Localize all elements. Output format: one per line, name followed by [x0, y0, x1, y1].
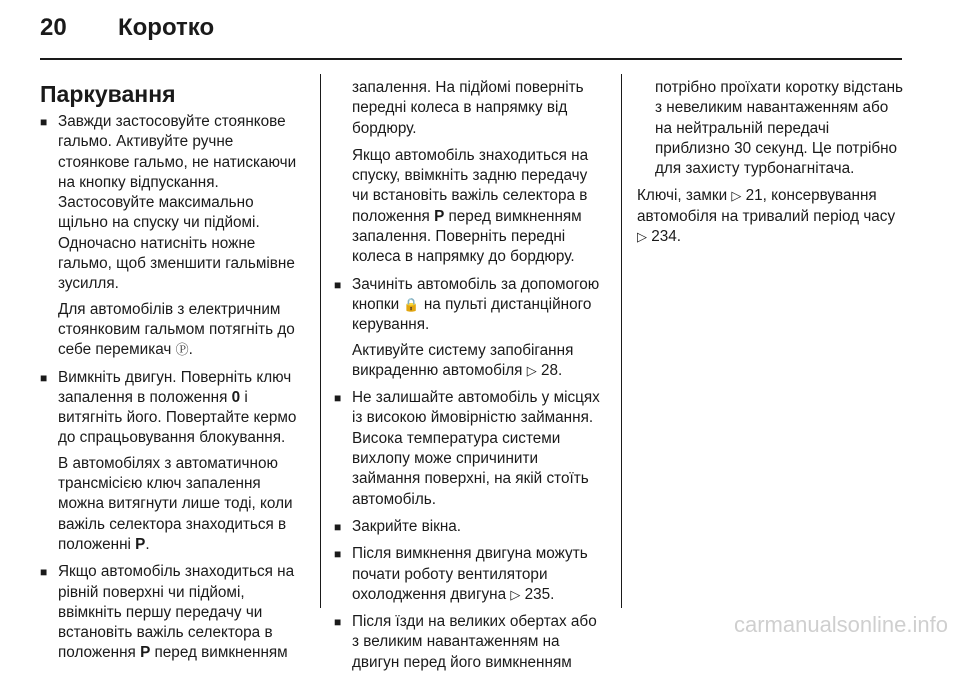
bullet-fire-risk: ■ Не залишайте автомобіль у місцях із високою ймовірністю займання. Висока температура системи вихлопу може спричинити займання поверхні, на якій стоїть автомобіль. — [334, 388, 606, 510]
arrow-icon: ▷ — [510, 586, 521, 602]
bullet-subparagraph: Для автомобілів з електричним стоянковим гальмом потягніть до себе перемикач Ⓟ. — [58, 300, 295, 359]
bullet-subparagraph: Активуйте систему запобігання викраденню автомобіля ▷ 28. — [352, 341, 574, 379]
column-1 — [40, 80, 306, 671]
bullet-high-revs: ■ Після їзди на великих обертах або з великим навантаженням на двигун перед його вимкненням — [334, 612, 606, 673]
column-3 — [637, 78, 905, 254]
bullet-lock-vehicle: ■ Зачиніть автомобіль за допомогою кнопки 🔒 на пульті дистанційного керування. Активуйте систему запобігання викраденню автомобіля ▷ 28. — [334, 275, 606, 381]
column-separator-2 — [621, 74, 622, 608]
page-reference[interactable]: 234 — [651, 228, 677, 246]
paragraph: запалення. На підйомі поверніть передні колеса в напрямку від бордюру. — [352, 79, 584, 137]
column-2 — [334, 78, 606, 680]
parking-switch-icon: Ⓟ — [175, 342, 189, 358]
column-separator-1 — [320, 74, 321, 608]
page-reference[interactable]: 21 — [745, 187, 763, 205]
cross-reference-paragraph: Ключі, замки ▷ 21, консервування автомобіля на тривалий період часу ▷ 234. — [637, 187, 896, 246]
paragraph: Якщо автомобіль знаходиться на спуску, ввімкніть задню передачу чи встановіть важіль селектора в положення P перед вимкненням запалення. Поверніть передні колеса в напрямку до бордюру. — [352, 146, 589, 266]
page-reference[interactable]: 28 — [540, 361, 558, 379]
header-rule — [40, 58, 902, 60]
bullet-level-surface: ■ Якщо автомобіль знаходиться на рівній поверхні чи підйомі, ввімкніть першу передачу чи встановіть важіль селектора в положення P перед вимкненням — [40, 562, 306, 663]
paragraph: потрібно проїхати коротку відстань з невеликим навантаженням або на нейтральній передачі приблизно 30 секунд. Це потрібно для захисту турбонагнітача. — [655, 79, 904, 178]
watermark: carmanualsonline.info — [733, 612, 948, 637]
bullet-text: Завжди застосовуйте стоянкове гальмо. Активуйте ручне стоянкове гальмо, не натискаючи на кнопку відпускання. Застосовуйте максимально щільно на спуску чи підйомі. Одночасно натисніть ножне гальмо, щоб зменшити гальмівне зусилля. — [58, 113, 297, 293]
arrow-icon: ▷ — [637, 229, 647, 245]
arrow-icon: ▷ — [526, 362, 537, 378]
bullet-engine-off: ■ Вимкніть двигун. Поверніть ключ запалення в положення 0 і витягніть його. Повертайте кермо до спрацьовування блокування. В автомобілях з автоматичною трансмісією ключ запалення можна витягнути лише тоді, коли важіль селектора знаходиться в положенні P. — [40, 368, 306, 556]
section-title: Паркування — [40, 81, 176, 107]
bullet-subparagraph: В автомобілях з автоматичною трансмісією ключ запалення можна витягнути лише тоді, коли важіль селектора знаходиться в положенні P. — [58, 454, 293, 553]
arrow-icon: ▷ — [731, 188, 742, 204]
page-reference[interactable]: 235 — [524, 585, 551, 603]
lock-button-icon: 🔒 — [403, 296, 420, 312]
bullet-parking-brake — [40, 112, 306, 361]
page-number: 20 — [40, 14, 67, 41]
bullet-close-windows: ■ Закрийте вікна. — [334, 517, 606, 537]
bullet-cooling-fans: ■ Після вимкнення двигуна можуть почати роботу вентилятори охолодження двигуна ▷ 235. — [334, 544, 606, 605]
chapter-title: Коротко — [118, 14, 215, 41]
